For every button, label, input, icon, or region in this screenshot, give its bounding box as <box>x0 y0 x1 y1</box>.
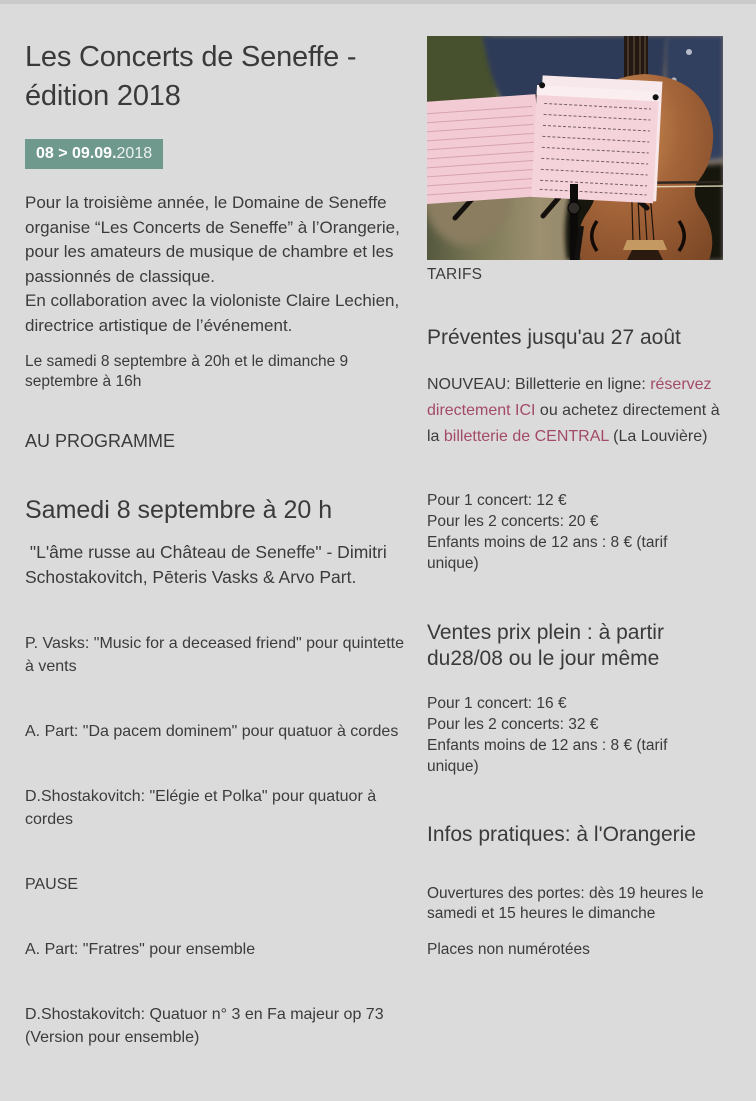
intro-sentence-2: En collaboration avec la violoniste Claire Lechien, directrice artistique de l’événement. <box>25 291 400 335</box>
price-line: Enfants moins de 12 ans : 8 € (tarif unique) <box>427 534 668 572</box>
date-badge-year: 2018 <box>116 145 153 162</box>
concert-subtitle: "L'âme russe au Château de Seneffe" - Dimitri Schostakovitch, Pēteris Vasks & Arvo Part. <box>25 542 392 587</box>
program-item: A. Part: "Da pacem dominem" pour quatuor à cordes <box>25 723 399 740</box>
doors-line: Ouvertures des portes: dès 19 heures le samedi et 15 heures le dimanche <box>427 885 704 922</box>
article-column <box>25 33 410 1049</box>
billetterie-suffix: (La Louvière) <box>608 428 708 445</box>
date-badge <box>25 139 163 169</box>
billetterie-prefix: NOUVEAU: Billetterie en ligne: <box>427 376 651 393</box>
concert-photo-illustration <box>427 36 723 260</box>
link-reservez-ici[interactable]: réservez directement ICI <box>427 376 712 419</box>
program-label: AU PROGRAMME <box>25 431 176 451</box>
program-item-final <box>25 1003 410 1049</box>
price-line: Pour 1 concert: 16 € <box>427 695 567 712</box>
ventes-prices <box>427 693 723 777</box>
preventes-heading: Préventes jusqu'au 27 août <box>427 326 681 349</box>
program-item-pause: PAUSE <box>25 876 79 893</box>
photo-caption: TARIFS <box>427 266 483 283</box>
billetterie-middle: ou achetez directement à la <box>427 402 720 445</box>
price-line: Pour les 2 concerts: 20 € <box>427 513 599 530</box>
program-item: P. Vasks: "Music for a deceased friend" pour quintette à vents <box>25 635 404 675</box>
dates-line: Le samedi 8 septembre à 20h et le dimanche 9 septembre à 16h <box>25 353 349 390</box>
concert-photo <box>427 36 723 260</box>
intro-sentence-1: Pour la troisième année, le Domaine de Seneffe organise “Les Concerts de Seneffe” à l’Orangerie, pour les amateurs de musique de chambre et les passionnés de classique. <box>25 193 400 286</box>
tarifs-column <box>427 33 723 1049</box>
program-item-final-line2: (Version pour ensemble) <box>25 1029 200 1046</box>
content <box>0 4 756 1049</box>
concert-heading: Samedi 8 septembre à 20 h <box>25 496 333 524</box>
price-line: Pour les 2 concerts: 32 € <box>427 716 599 733</box>
link-billetterie-central[interactable]: billetterie de CENTRAL <box>443 428 609 445</box>
ventes-heading: Ventes prix plein : à partir du28/08 ou le jour même <box>427 621 664 670</box>
program-item: D.Shostakovitch: "Elégie et Polka" pour quatuor à cordes <box>25 788 377 828</box>
price-line: Pour 1 concert: 12 € <box>427 492 567 509</box>
program-item-final-line1: D.Shostakovitch: Quatuor n° 3 en Fa majeur op 73 <box>25 1006 384 1023</box>
price-line: Enfants moins de 12 ans : 8 € (tarif unique) <box>427 737 668 775</box>
seats-line: Places non numérotées <box>427 940 590 958</box>
infos-heading: Infos pratiques: à l'Orangerie <box>427 823 696 846</box>
date-badge-range: 08 > 09.09. <box>36 145 117 162</box>
page-title: Les Concerts de Seneffe - édition 2018 <box>25 41 357 112</box>
billetterie-paragraph <box>427 372 723 450</box>
program-item: A. Part: "Fratres" pour ensemble <box>25 941 256 958</box>
preventes-prices <box>427 490 723 574</box>
intro-paragraph <box>25 191 410 338</box>
